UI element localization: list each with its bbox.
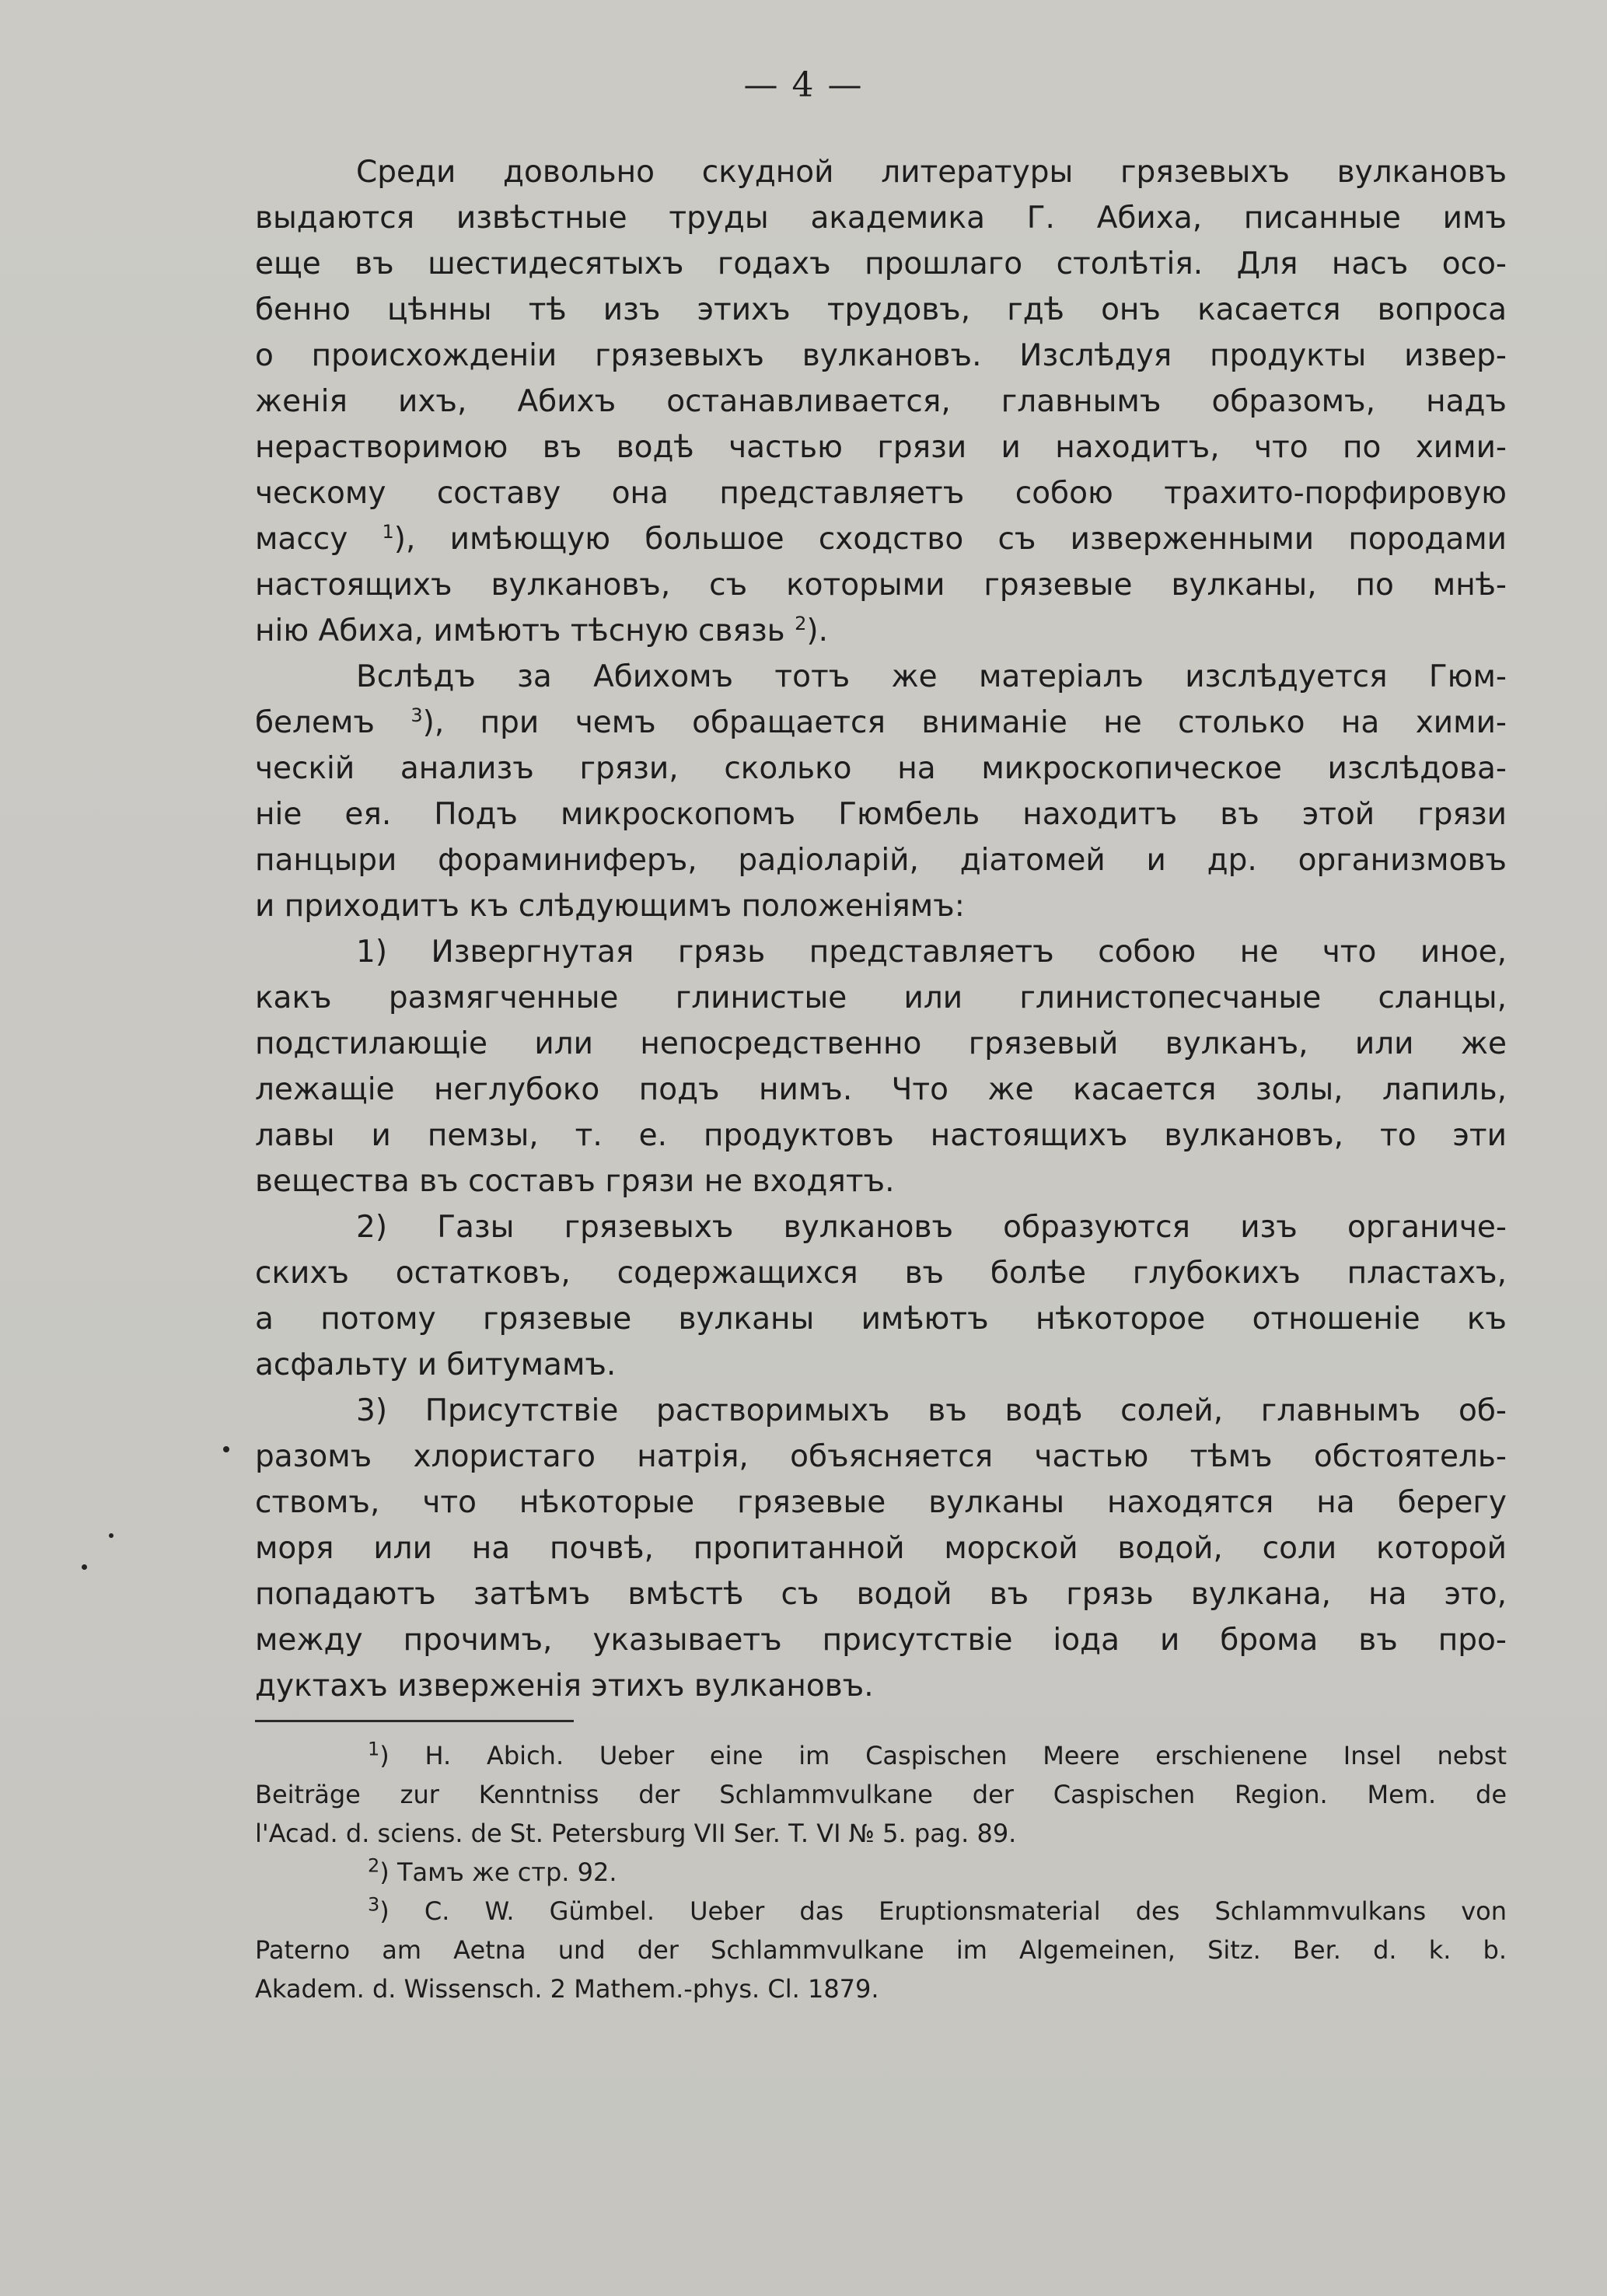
text-line: скихъ остатковъ, содержащихся въ болѣе глубокихъ пластахъ, [255, 1256, 1507, 1291]
ink-speck [82, 1564, 87, 1570]
ink-speck [223, 1446, 229, 1452]
text-fragment: ), имѣющую большое сходство съ изверженными породами [393, 522, 1507, 557]
text-line: а потому грязевые вулканы имѣютъ нѣкоторое отношеніе къ [255, 1302, 1507, 1337]
text-line: настоящихъ вулкановъ, съ которыми грязевые вулканы, по мнѣ- [255, 568, 1507, 603]
text-fragment: ), при чемъ обращается вниманіе не столько на хими- [422, 705, 1507, 740]
footnote-mark: 3 [368, 1893, 380, 1916]
footnote-text: ) Тамъ же стр. 92. [379, 1857, 617, 1887]
text-line: 2) Газы грязевыхъ вулкановъ образуются изъ органиче- [356, 1210, 1507, 1245]
text-line: лежащіе неглубоко подъ нимъ. Что же касается золы, лапиль, [255, 1072, 1507, 1107]
body-text [255, 149, 1507, 2008]
text-line: еще въ шестидесятыхъ годахъ прошлаго столѣтія. Для насъ осо- [255, 246, 1507, 281]
text-line: Среди довольно скудной литературы грязевыхъ вулкановъ [356, 155, 1507, 190]
footnote-line [255, 1853, 1507, 1892]
text-line: женія ихъ, Абихъ останавливается, главнымъ образомъ, надъ [255, 384, 1507, 419]
text-line [255, 700, 1507, 746]
footnote-line: Beiträge zur Kenntniss der Schlammvulkane der Caspischen Region. Mem. de [255, 1780, 1507, 1809]
text-fragment: массу [255, 522, 348, 557]
footnote-line: Paterno am Aetna und der Schlammvulkane im Algemeinen, Sitz. Ber. d. k. b. [255, 1935, 1507, 1965]
footnote-text: ) H. Abich. Ueber eine im Caspischen Meere erschienene Insel nebst [379, 1741, 1507, 1770]
footnote-line [255, 1892, 1507, 1931]
text-line [255, 608, 1507, 654]
ink-speck [109, 1533, 114, 1538]
text-line [255, 516, 1507, 562]
footnote-line: Akadem. d. Wissensch. 2 Mathem.-phys. Cl. 1879. [255, 1974, 879, 2004]
text-line: подстилающіе или непосредственно грязевый вулканъ, или же [255, 1026, 1507, 1061]
text-line: 1) Извергнутая грязь представляетъ собою не что иное, [356, 935, 1507, 970]
text-line: асфальту и битумамъ. [255, 1347, 617, 1382]
text-line: моря или на почвѣ, пропитанной морской водой, соли которой [255, 1531, 1507, 1566]
text-line: ствомъ, что нѣкоторые грязевые вулканы находятся на берегу [255, 1485, 1507, 1520]
text-line: ческому составу она представляетъ собою трахито-порфировую [255, 476, 1507, 511]
footnote-line: l'Acad. d. sciens. de St. Petersburg VII Ser. T. VI № 5. pag. 89. [255, 1819, 1017, 1848]
text-line: разомъ хлористаго натрія, объясняется частью тѣмъ обстоятель- [255, 1439, 1507, 1474]
footnote-line [255, 1736, 1507, 1775]
text-fragment: ). [806, 613, 828, 648]
text-line: дуктахъ изверженія этихъ вулкановъ. [255, 1669, 874, 1704]
footnote-ref: 2 [795, 613, 807, 634]
text-line: какъ размягченные глинистые или глинистопесчаные сланцы, [255, 980, 1507, 1015]
text-line: ческій анализъ грязи, сколько на микроскопическое изслѣдова- [255, 751, 1507, 786]
text-line: о происхожденіи грязевыхъ вулкановъ. Изслѣдуя продукты извер- [255, 338, 1507, 373]
footnote-mark: 1 [368, 1738, 380, 1760]
footnote-mark: 2 [368, 1854, 380, 1877]
text-line: вещества въ составъ грязи не входятъ. [255, 1164, 895, 1199]
text-fragment: белемъ [255, 705, 375, 740]
footnote-divider [255, 1720, 574, 1722]
footnote-ref: 3 [410, 704, 423, 726]
text-line: Вслѣдъ за Абихомъ тотъ же матеріалъ изслѣдуется Гюм- [356, 659, 1507, 694]
footnote-text: ) C. W. Gümbel. Ueber das Eruptionsmaterial des Schlammvulkans von [379, 1896, 1507, 1926]
text-line: 3) Присутствіе растворимыхъ въ водѣ солей, главнымъ об- [356, 1393, 1507, 1428]
text-line: ніе ея. Подъ микроскопомъ Гюмбель находитъ въ этой грязи [255, 797, 1507, 832]
footnote-ref: 1 [382, 521, 394, 543]
text-line: выдаются извѣстные труды академика Г. Абиха, писанные имъ [255, 201, 1507, 236]
text-line: попадаютъ затѣмъ вмѣстѣ съ водой въ грязь вулкана, на это, [255, 1577, 1507, 1612]
text-line: лавы и пемзы, т. е. продуктовъ настоящихъ вулкановъ, то эти [255, 1118, 1507, 1153]
text-fragment: нію Абиха, имѣютъ тѣсную связь [255, 613, 785, 648]
text-line: панцыри фораминиферъ, радіоларій, діатомей и др. организмовъ [255, 843, 1507, 878]
page-number: — 4 — [743, 65, 864, 105]
text-line: между прочимъ, указываетъ присутствіе іода и брома въ про- [255, 1623, 1507, 1658]
text-line: бенно цѣнны тѣ изъ этихъ трудовъ, гдѣ онъ касается вопроса [255, 292, 1507, 327]
text-line: и приходитъ къ слѣдующимъ положеніямъ: [255, 889, 965, 924]
text-line: нерастворимою въ водѣ частью грязи и находитъ, что по хими- [255, 430, 1507, 465]
